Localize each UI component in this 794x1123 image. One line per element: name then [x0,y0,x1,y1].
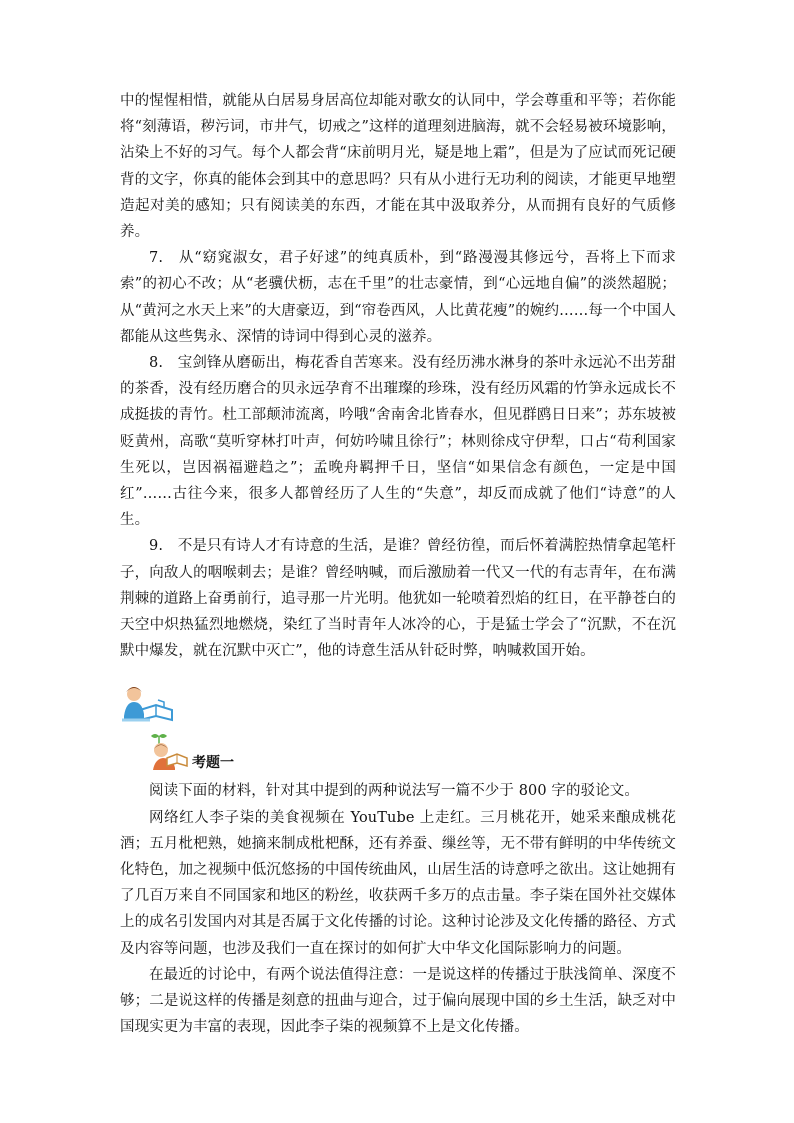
paragraph-material-2: 在最近的讨论中，有两个说法值得注意：一是说这样的传播过于肤浅简单、深度不够；二是说这样的传播是刻意的扭曲与迎合，过于偏向展现中国的乡土生活，缺乏对中国现实更为丰富的表现，因此李子柒的视频算不上是文化传播。 [120,966,676,1036]
section-heading-row [120,732,676,778]
paragraph-material-1: 网络红人李子柒的美食视频在 YouTube 上走红。三月桃花开，她采来酿成桃花酒；五月枇杷熟，她摘来制成枇杷酥，还有养蚕、缫丝等，无不带有鲜明的中华传统文化特色，加之视频中低沉悠扬的中国传统曲风，山居生活的诗意呼之欲出。这让她拥有了几百万来自不同国家和地区的粉丝，收获两千多万的点击量。李子柒在国外社交媒体上的成名引发国内对其是否属于文化传播的讨论。这种讨论涉及文化传播的路径、方式及内容等问题，也涉及我们一直在探讨的如何扩大中华文化国际影响力的问题。 [120,809,676,957]
section-title: 考题一 [192,755,234,772]
paragraph-9: 9. 不是只有诗人才有诗意的生活，是谁？曾经彷徨，而后怀着满腔热情拿起笔杆子，向敌人的咽喉刺去；是谁？曾经呐喊，而后激励着一代又一代的有志青年，在布满荆棘的道路上奋勇前行，追寻那一片光明。他犹如一轮喷着烈焰的红日，在平静苍白的天空中炽热猛烈地燃烧，染红了当时青年人冰冷的心，于是猛士学会了“沉默，不在沉默中爆发，就在沉默中灭亡”，他的诗意生活从针砭时弊，呐喊救国开始。 [120,538,676,660]
reading-icon-row [120,664,676,732]
paragraph-8: 8. 宝剑锋从磨砺出，梅花香自苦寒来。没有经历沸水淋身的茶叶永远沁不出芳甜的茶香，没有经历磨合的贝永远孕育不出璀璨的珍珠，没有经历风霜的竹笋永远成长不成挺拔的青竹。杜工部颠沛流离，吟哦“舍南舍北皆春水，但见群鸥日日来”；苏东坡被贬黄州，高歌“莫听穿林打叶声，何妨吟啸且徐行”；林则徐戍守伊犁，口占“苟利国家生死以，岂因祸福避趋之”；孟晚舟羁押千日，坚信“如果信念有颜色，一定是中国红”……古往今来，很多人都曾经历了人生的“失意”，却反而成就了他们“诗意”的人生。 [120,355,676,529]
paragraph-instruction: 阅读下面的材料，针对其中提到的两种说法写一篇不少于 800 字的驳论文。 [149,783,639,800]
child-reading-icon [147,732,189,772]
document-page [120,88,676,1041]
paragraph-7: 7. 从“窈窕淑女，君子好逑”的纯真质朴，到“路漫漫其修远兮，吾将上下而求索”的初心不改；从“老骥伏枥，志在千里”的壮志豪情，到“心远地自偏”的淡然超脱；从“黄河之水天上来”的大唐豪迈，到“帘卷西风，人比黄花瘦”的婉约……每一个中国人都能从这些隽永、深情的诗词中得到心灵的滋养。 [120,250,676,345]
paragraph-continuation: 中的惺惺相惜，就能从白居易身居高位却能对歌女的认同中，学会尊重和平等；若你能将“刻薄语，秽污词，市井气，切戒之”这样的道理刻进脑海，就不会轻易被环境影响，沾染上不好的习气。每个人都会背“床前明月光，疑是地上霜”，但是为了应试而死记硬背的文字，你真的能体会到其中的意思吗？只有从小进行无功利的阅读，才能更早地塑造起对美的感知；只有阅读美的东西，才能在其中汲取养分，从而拥有良好的气质修养。 [120,93,676,241]
reading-book-icon [120,680,178,724]
